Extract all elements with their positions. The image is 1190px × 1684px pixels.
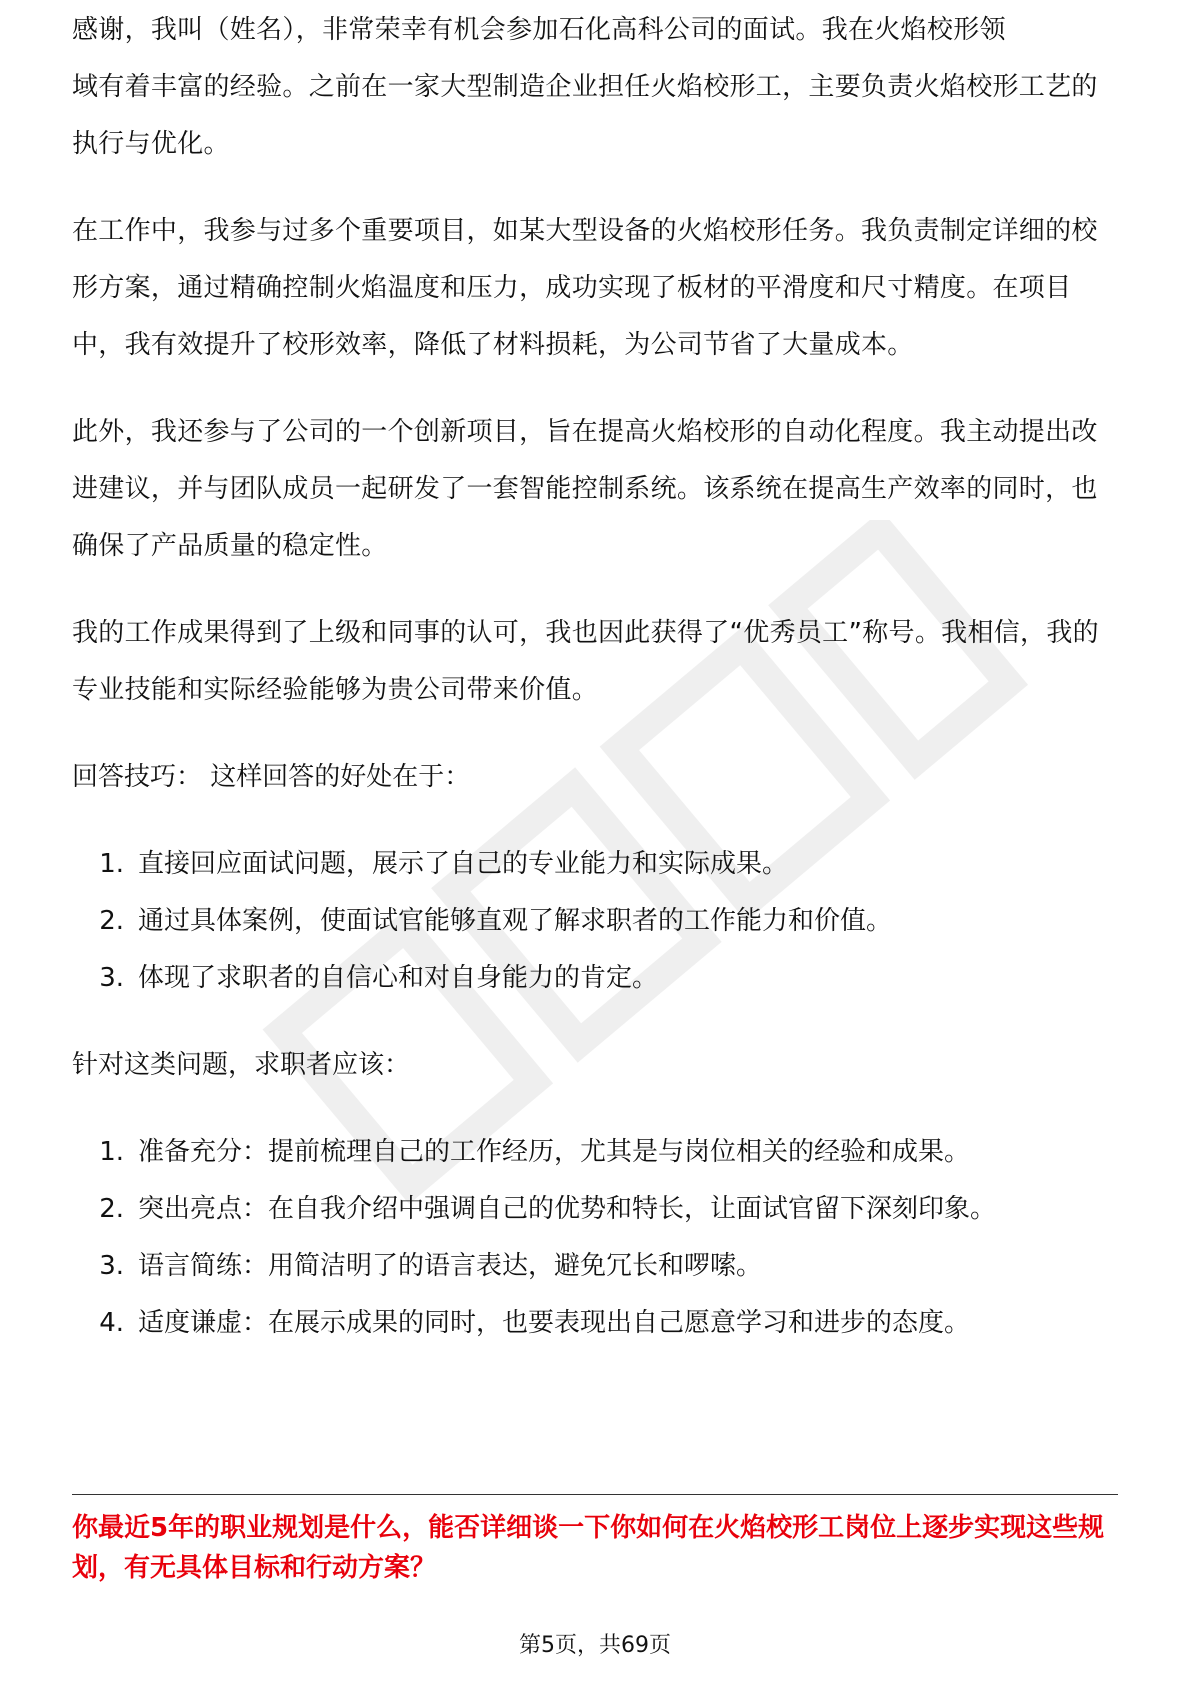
- list-number: 3.: [99, 1251, 124, 1281]
- list-item: [72, 1295, 1118, 1352]
- clipped-first-line: 感谢，我叫（姓名），非常荣幸有机会参加石化高科公司的面试。我在火焰校形领: [72, 15, 1006, 45]
- list-text: 适度谦虚：在展示成果的同时，也要表现出自己愿意学习和进步的态度。: [138, 1308, 971, 1338]
- page-number: 第5页，共69页: [519, 1633, 671, 1658]
- list-text: 准备充分：提前梳理自己的工作经历，尤其是与岗位相关的经验和成果。: [138, 1137, 971, 1167]
- list-number: 1.: [99, 1137, 124, 1167]
- list-item: [72, 1124, 1118, 1181]
- list-item: [72, 836, 1118, 893]
- list-number: 1.: [99, 849, 124, 879]
- list-number: 4.: [99, 1308, 124, 1338]
- list-text: 通过具体案例，使面试官能够直观了解求职者的工作能力和价值。: [138, 906, 893, 936]
- list-item: [72, 1181, 1118, 1238]
- advice-list: [72, 1124, 1118, 1352]
- paragraph-1: 域有着丰富的经验。之前在一家大型制造企业担任火焰校形工，主要负责火焰校形工艺的执行与优化。: [72, 72, 1098, 159]
- paragraph-2: 在工作中，我参与过多个重要项目，如某大型设备的火焰校形任务。我负责制定详细的校形方案，通过精确控制火焰温度和压力，成功实现了板材的平滑度和尺寸精度。在项目中，我有效提升了校形效率，降低了材料损耗，为公司节省了大量成本。: [72, 216, 1098, 360]
- list-text: 直接回应面试问题，展示了自己的专业能力和实际成果。: [138, 849, 789, 879]
- document-body: [72, 15, 1118, 1382]
- list-item: [72, 893, 1118, 950]
- next-question-heading: 你最近5年的职业规划是什么，能否详细谈一下你如何在火焰校形工岗位上逐步实现这些规划，有无具体目标和行动方案？: [72, 1513, 1105, 1583]
- list-text: 突出亮点：在自我介绍中强调自己的优势和特长，让面试官留下深刻印象。: [138, 1194, 997, 1224]
- paragraph-4: 我的工作成果得到了上级和同事的认可，我也因此获得了“优秀员工”称号。我相信，我的专业技能和实际经验能够为贵公司带来价值。: [72, 618, 1099, 705]
- list-item: [72, 1238, 1118, 1295]
- list-text: 体现了求职者的自信心和对自身能力的肯定。: [138, 963, 659, 993]
- list-number: 3.: [99, 963, 124, 993]
- list-text: 语言简练：用简洁明了的语言表达，避免冗长和啰嗦。: [138, 1251, 763, 1281]
- list-number: 2.: [99, 906, 124, 936]
- tips-list: [72, 836, 1118, 1007]
- list-number: 2.: [99, 1194, 124, 1224]
- section-divider: [72, 1494, 1118, 1495]
- paragraph-3: 此外，我还参与了公司的一个创新项目，旨在提高火焰校形的自动化程度。我主动提出改进建议，并与团队成员一起研发了一套智能控制系统。该系统在提高生产效率的同时，也确保了产品质量的稳定性。: [72, 417, 1098, 561]
- tips-heading: 回答技巧： 这样回答的好处在于：: [72, 762, 471, 792]
- advice-heading: 针对这类问题，求职者应该：: [72, 1050, 411, 1080]
- list-item: [72, 950, 1118, 1007]
